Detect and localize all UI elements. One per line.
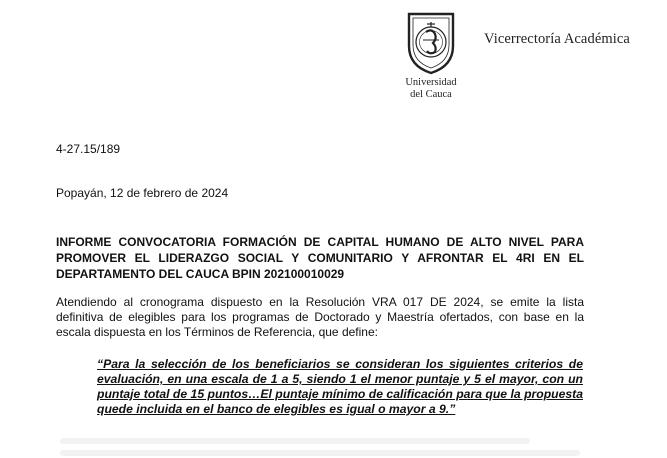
place-date: Popayán, 12 de febrero de 2024 (56, 186, 229, 200)
quoted-criteria: “Para la selección de los beneficiarios se consideran los siguientes criterios de evaluación, en una escala de 1 a 5, siendo 1 el menor puntaje y 5 el mayor, con un puntaje total de 15 puntos…El puntaje mínimo de calificación para que la propuesta quede incluida en el banco de elegibles es igual o mayor a 9.” (97, 357, 583, 416)
faded-text-line (60, 438, 530, 444)
university-seal-icon (401, 10, 461, 76)
reference-code: 4-27.15/189 (56, 142, 121, 156)
university-logo (392, 10, 470, 100)
university-name-line1: Universidad (405, 77, 457, 88)
university-name-line2: del Cauca (410, 89, 452, 100)
faded-text-line (60, 450, 580, 456)
department-name: Vicerrectoría Académica (484, 31, 630, 47)
document-title: INFORME CONVOCATORIA FORMACIÓN DE CAPITAL HUMANO DE ALTO NIVEL PARA PROMOVER EL LIDERAZGO SOCIAL Y COMUNITARIO Y AFRONTAR EL 4RI EN EL DEPARTAMENTO DEL CAUCA BPIN 202100010029 (56, 235, 584, 281)
body-paragraph: Atendiendo al cronograma dispuesto en la Resolución VRA 017 DE 2024, se emite la lista definitiva de elegibles para los programas de Doctorado y Maestría ofertados, con base en la escala dispuesta en los Términos de Referencia, que define: (56, 295, 584, 339)
